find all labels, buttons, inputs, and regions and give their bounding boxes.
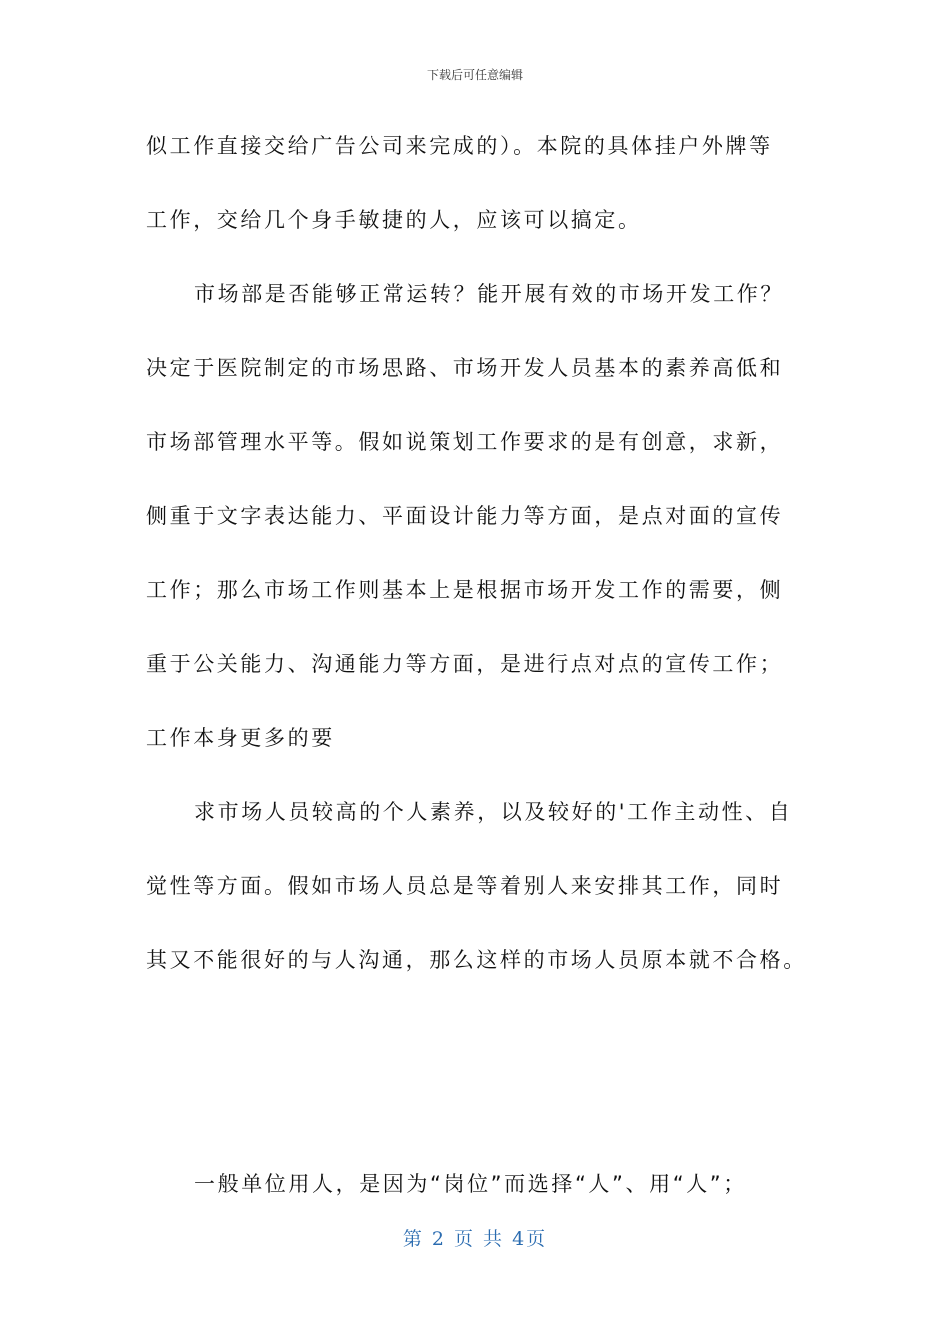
text-line: 工作；那么市场工作则基本上是根据市场开发工作的需要，侧 xyxy=(146,578,784,602)
text-line: 一般单位用人，是因为“岗位”而选择“人”、用“人”； xyxy=(194,1172,747,1196)
text-line: 市场部是否能够正常运转？能开展有效的市场开发工作？ xyxy=(194,282,784,306)
text-line: 决定于医院制定的市场思路、市场开发人员基本的素养高低和 xyxy=(146,356,784,380)
text-line: 似工作直接交给广告公司来完成的）。本院的具体挂户外牌等 xyxy=(146,134,773,158)
paragraph-gap xyxy=(146,1012,806,1162)
text-line: 觉性等方面。假如市场人员总是等着别人来安排其工作，同时 xyxy=(146,874,784,898)
page-number: 第 2 页 共 4页 xyxy=(402,1228,548,1250)
text-line: 市场部管理水平等。假如说策划工作要求的是有创意，求新， xyxy=(146,430,784,454)
text-line: 重于公关能力、沟通能力等方面，是进行点对点的宣传工作； xyxy=(146,652,784,676)
text-line: 求市场人员较高的个人素养，以及较好的'工作主动性、自 xyxy=(194,800,793,824)
text-line: 侧重于文字表达能力、平面设计能力等方面，是点对面的宣传 xyxy=(146,504,784,528)
document-body xyxy=(146,124,806,1236)
page-header: 下载后可任意编辑 xyxy=(426,68,523,82)
text-line: 工作，交给几个身手敏捷的人，应该可以搞定。 xyxy=(146,208,642,232)
text-line: 工作本身更多的要 xyxy=(146,726,335,750)
text-line: 其又不能很好的与人沟通，那么这样的市场人员原本就不合格。 xyxy=(146,948,807,972)
